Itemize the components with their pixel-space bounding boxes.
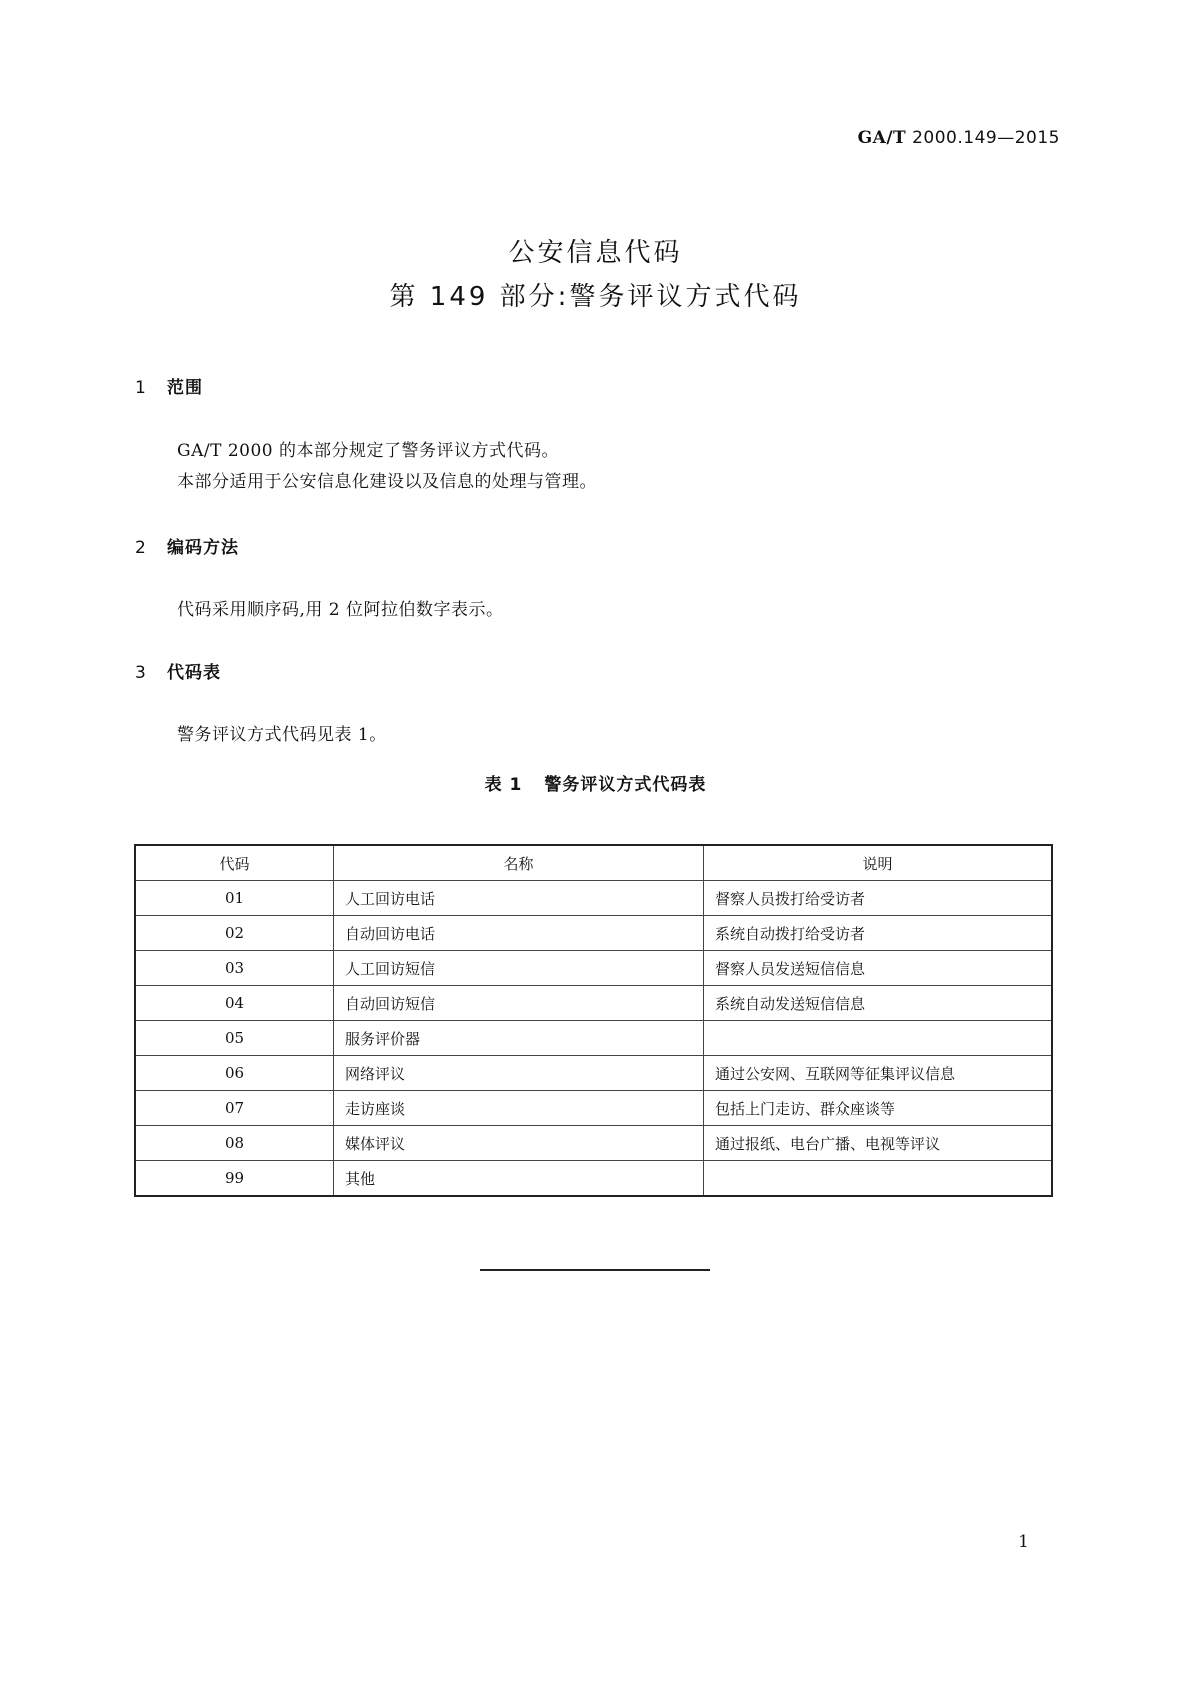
code-table	[134, 844, 1053, 1197]
table-caption	[0, 770, 1191, 795]
table-row	[135, 1091, 1052, 1126]
cell-description: 系统自动拨打给受访者	[704, 916, 1053, 951]
cell-name: 其他	[334, 1161, 704, 1197]
cell-code: 02	[135, 916, 334, 951]
table-caption-label: 表 1	[484, 775, 523, 795]
cell-name: 人工回访短信	[334, 951, 704, 986]
cell-name: 走访座谈	[334, 1091, 704, 1126]
cell-code: 06	[135, 1056, 334, 1091]
section-heading-code-table	[135, 658, 221, 683]
cell-name: 网络评议	[334, 1056, 704, 1091]
header-name: 名称	[334, 845, 704, 881]
table-row	[135, 1056, 1052, 1091]
section-title: 编码方法	[167, 538, 239, 558]
section-number: 2	[135, 538, 147, 558]
table-row	[135, 1161, 1052, 1197]
document-title: 公安信息代码	[508, 238, 683, 268]
table-row	[135, 1021, 1052, 1056]
section-number: 1	[135, 378, 147, 398]
paragraph: 警务评议方式代码见表 1。	[177, 725, 387, 745]
header-description: 说明	[704, 845, 1053, 881]
cell-description: 督察人员发送短信信息	[704, 951, 1053, 986]
cell-name: 自动回访电话	[334, 916, 704, 951]
section-heading-scope	[135, 373, 203, 398]
end-of-document-rule	[480, 1269, 710, 1271]
cell-code: 99	[135, 1161, 334, 1197]
paragraph: 代码采用顺序码,用 2 位阿拉伯数字表示。	[177, 600, 504, 620]
standard-prefix: GA/T	[857, 128, 907, 148]
cell-code: 05	[135, 1021, 334, 1056]
header-code: 代码	[135, 845, 334, 881]
section-title: 代码表	[167, 663, 221, 683]
cell-description: 通过报纸、电台广播、电视等评议	[704, 1126, 1053, 1161]
standard-code: 2000.149—2015	[912, 128, 1060, 148]
paragraph: 本部分适用于公安信息化建设以及信息的处理与管理。	[177, 472, 597, 492]
table-row	[135, 881, 1052, 916]
cell-description	[704, 1161, 1053, 1197]
table-row	[135, 986, 1052, 1021]
cell-description: 通过公安网、互联网等征集评议信息	[704, 1056, 1053, 1091]
cell-name: 媒体评议	[334, 1126, 704, 1161]
cell-name: 自动回访短信	[334, 986, 704, 1021]
table-row	[135, 1126, 1052, 1161]
section-title: 范围	[167, 378, 203, 398]
cell-code: 04	[135, 986, 334, 1021]
standard-number	[858, 128, 1060, 148]
document-subtitle: 第 149 部分:警务评议方式代码	[389, 282, 802, 312]
cell-description: 督察人员拨打给受访者	[704, 881, 1053, 916]
table-row	[135, 951, 1052, 986]
cell-code: 03	[135, 951, 334, 986]
table-caption-title: 警务评议方式代码表	[544, 775, 707, 795]
cell-code: 08	[135, 1126, 334, 1161]
cell-description: 系统自动发送短信信息	[704, 986, 1053, 1021]
cell-code: 01	[135, 881, 334, 916]
table-row	[135, 916, 1052, 951]
cell-name: 服务评价器	[334, 1021, 704, 1056]
cell-code: 07	[135, 1091, 334, 1126]
cell-name: 人工回访电话	[334, 881, 704, 916]
section-number: 3	[135, 663, 147, 683]
cell-description: 包括上门走访、群众座谈等	[704, 1091, 1053, 1126]
page-number: 1	[1018, 1532, 1029, 1552]
section-heading-coding-method	[135, 533, 239, 558]
paragraph: GA/T 2000 的本部分规定了警务评议方式代码。	[177, 441, 559, 461]
cell-description	[704, 1021, 1053, 1056]
table-header-row	[135, 845, 1052, 881]
